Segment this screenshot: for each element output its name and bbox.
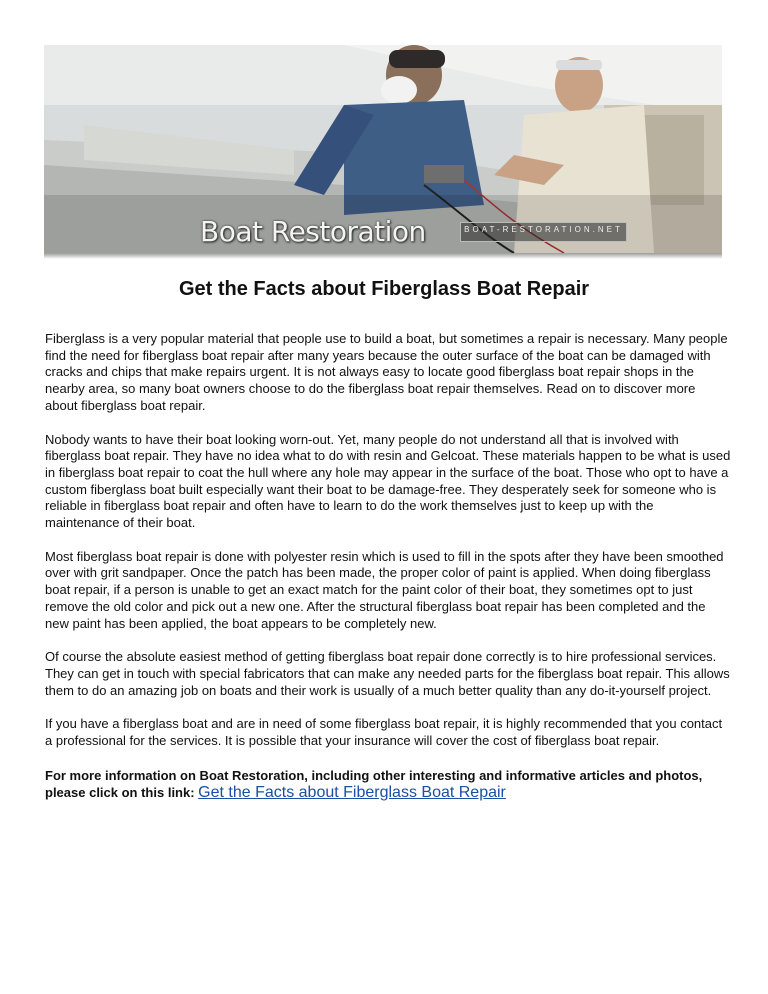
paragraph-5: If you have a fiberglass boat and are in need of some fiberglass boat repair, it is highly recommended that you contact a professional for the services. It is possible that your insurance will cover the cost of fiberglass boat repair. [45,716,723,749]
brand-url-text: BOAT-RESTORATION.NET [464,225,623,234]
closing-text: For more information on Boat Restoration, including other interesting and informative articles and photos, please click on this link: [45,767,703,800]
paragraph-3: Most fiberglass boat repair is done with polyester resin which is used to fill in the spots after they have been smoothed over with grit sandpaper. Once the patch has been made, the proper color of paint is applied. When doing fiberglass boat repair, if a person is unable to get an exact match for the paint color of their boat, they sometimes opt to just remove the old color and pick out a new one. After the structural fiberglass boat repair has been completed and the new paint has been applied, the boat appears to be completely new. [45,548,724,631]
header-banner-image [44,45,722,253]
article-link[interactable]: Get the Facts about Fiberglass Boat Repair [198,783,506,801]
banner-shadow-edge [44,253,722,259]
paragraph-2: Nobody wants to have their boat looking worn-out. Yet, many people do not understand all that is involved with fiberglass boat repair. They have no idea what to do with resin and Gelcoat. These materials happen to be what is used in fiberglass boat repair to coat the hull where any hole may appear in the surface of the boat. Those who opt to have a custom fiberglass boat built especially want their boat to be damage-free. They desperately seek for someone who is reliable in fiberglass boat repair and often have to learn to do the work themselves just to keep up with the maintenance of their boat. [45,431,731,531]
article-title: Get the Facts about Fiberglass Boat Repair [178,278,590,300]
paragraph-4: Of course the absolute easiest method of getting fiberglass boat repair done correctly is to hire professional services. They can get in touch with special fabricators that can make any needed parts for the fiberglass boat repair. This allows them to do an amazing job on boats and their work is usually of a much better quality than any do-it-yourself project. [45,649,730,698]
brand-url-badge [460,222,627,242]
brand-logo-text: Boat Restoration [200,215,426,248]
article-body [45,331,731,801]
paragraph-1: Fiberglass is a very popular material that people use to build a boat, but sometimes a repair is necessary. Many people find the need for fiberglass boat repair after many years because the outer surface of the boat can be damaged with cracks and chips that make repairs urgent. It is not always easy to locate good fiberglass boat repair shops in the nearby area, so many boat owners choose to do the fiberglass boat repair themselves. Read on to discover more about fiberglass boat repair. [45,331,728,413]
closing-call-to-action [45,767,731,801]
